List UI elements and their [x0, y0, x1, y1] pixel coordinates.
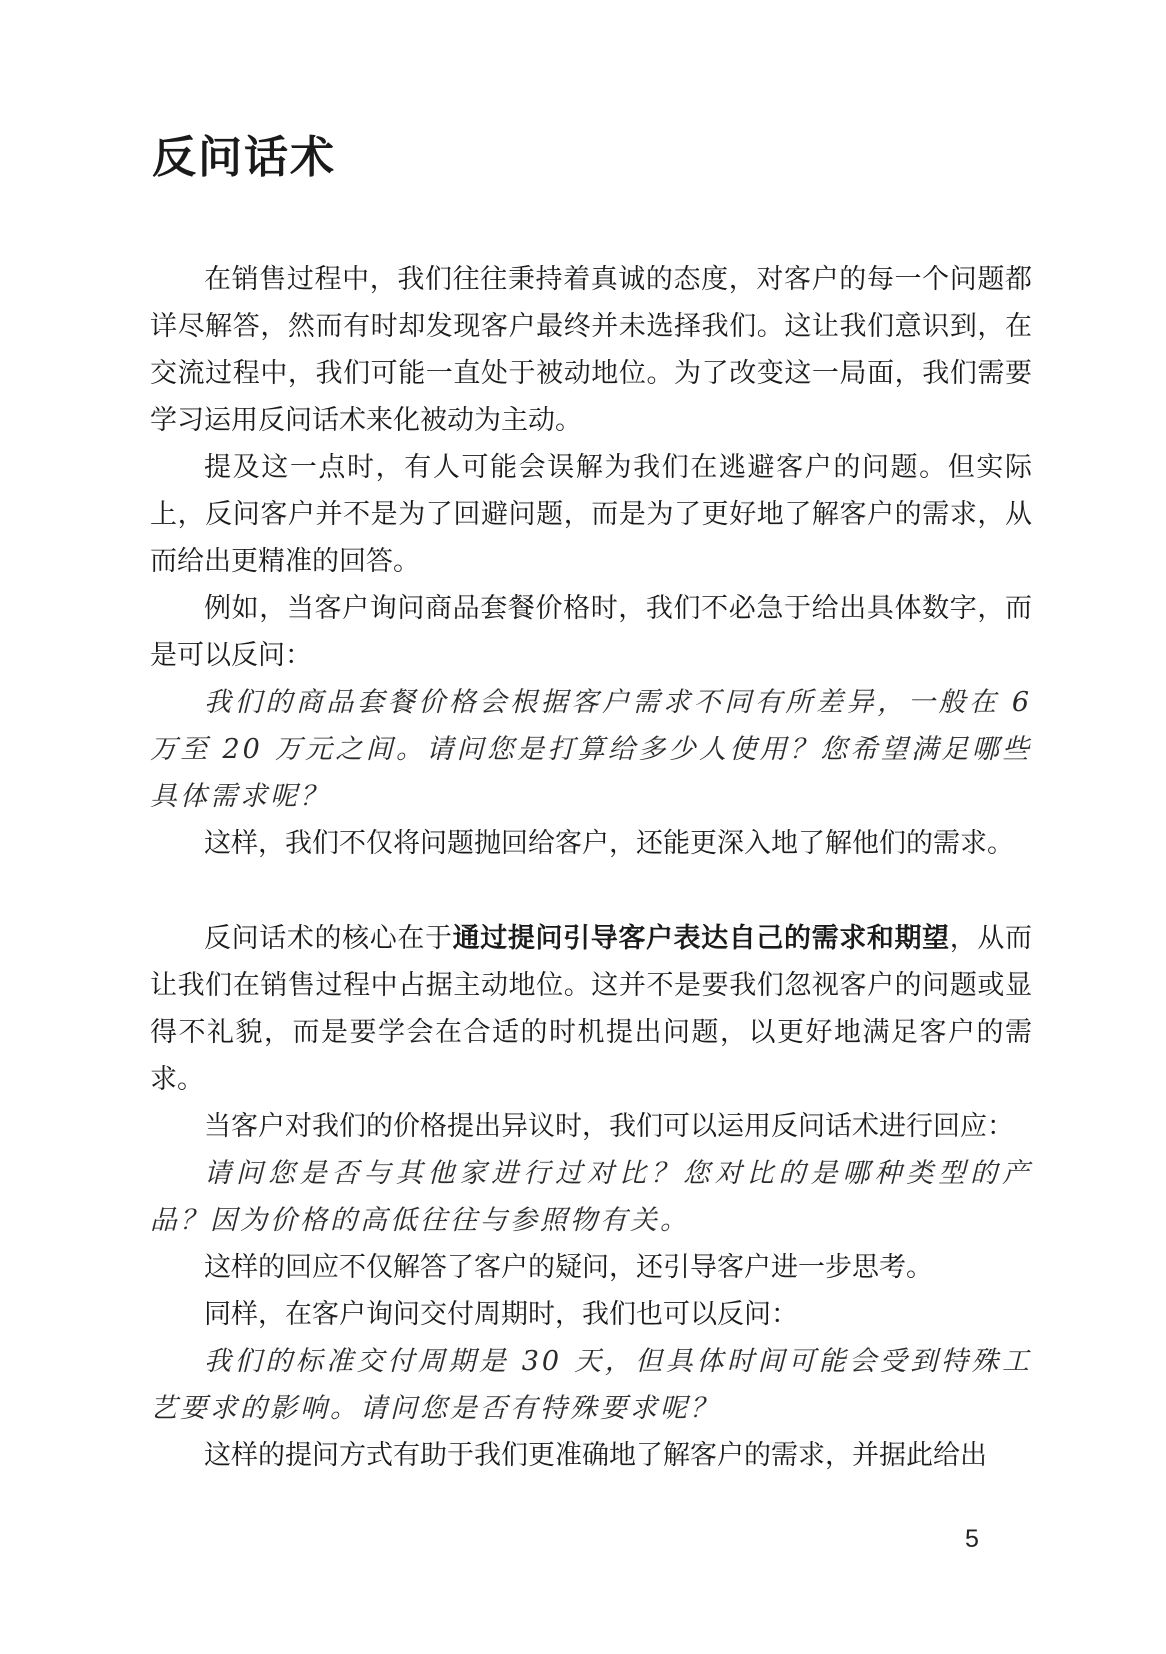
section-title: 反问话术	[152, 132, 336, 183]
paragraph-result-1: 这样，我们不仅将问题抛回给客户，还能更深入地了解他们的需求。	[204, 828, 1014, 859]
paragraph-result-2: 这样的回应不仅解答了客户的疑问，还引导客户进一步思考。	[204, 1252, 933, 1283]
quote-delivery-answer: 我们的标准交付周期是 30 天，但具体时间可能会受到特殊工艺要求的影响。请问您是否有特殊要求呢？	[150, 1346, 1032, 1424]
core-emphasis: 通过提问引导客户表达自己的需求和期望	[452, 923, 950, 954]
paragraph-delivery: 同样，在客户询问交付周期时，我们也可以反问：	[204, 1299, 798, 1330]
core-text-after: ，从而让我们在销售过程中占据主动地位。这并不是要我们忽视客户的问题或显得不礼貌，而是要学会在合适的时机提出问题，以更好地满足客户的需求。	[150, 923, 1033, 1095]
core-text-before: 反问话术的核心在于	[204, 923, 453, 954]
quote-comparison: 请问您是否与其他家进行过对比？您对比的是哪种类型的产品？因为价格的高低往往与参照物有关。	[150, 1158, 1032, 1236]
quote-price-answer: 我们的商品套餐价格会根据客户需求不同有所差异，一般在 6 万至 20 万元之间。请问您是打算给多少人使用？您希望满足哪些具体需求呢？	[150, 687, 1032, 812]
paragraph-example-price: 例如，当客户询问商品套餐价格时，我们不必急于给出具体数字，而是可以反问：	[150, 593, 1032, 671]
section-gap	[150, 867, 1032, 915]
page-number: 5	[965, 1525, 979, 1553]
paragraph-price-objection: 当客户对我们的价格提出异议时，我们可以运用反问话术进行回应：	[204, 1111, 1014, 1142]
paragraph-result-3: 这样的提问方式有助于我们更准确地了解客户的需求，并据此给出	[204, 1440, 987, 1471]
paragraph-misunderstanding: 提及这一点时，有人可能会误解为我们在逃避客户的问题。但实际上，反问客户并不是为了回避问题，而是为了更好地了解客户的需求，从而给出更精准的回答。	[150, 452, 1032, 577]
body-text	[150, 256, 1032, 1479]
paragraph-intro: 在销售过程中，我们往往秉持着真诚的态度，对客户的每一个问题都详尽解答，然而有时却发现客户最终并未选择我们。这让我们意识到，在交流过程中，我们可能一直处于被动地位。为了改变这一局面，我们需要学习运用反问话术来化被动为主动。	[150, 264, 1032, 436]
paragraph-core	[150, 915, 1032, 1103]
